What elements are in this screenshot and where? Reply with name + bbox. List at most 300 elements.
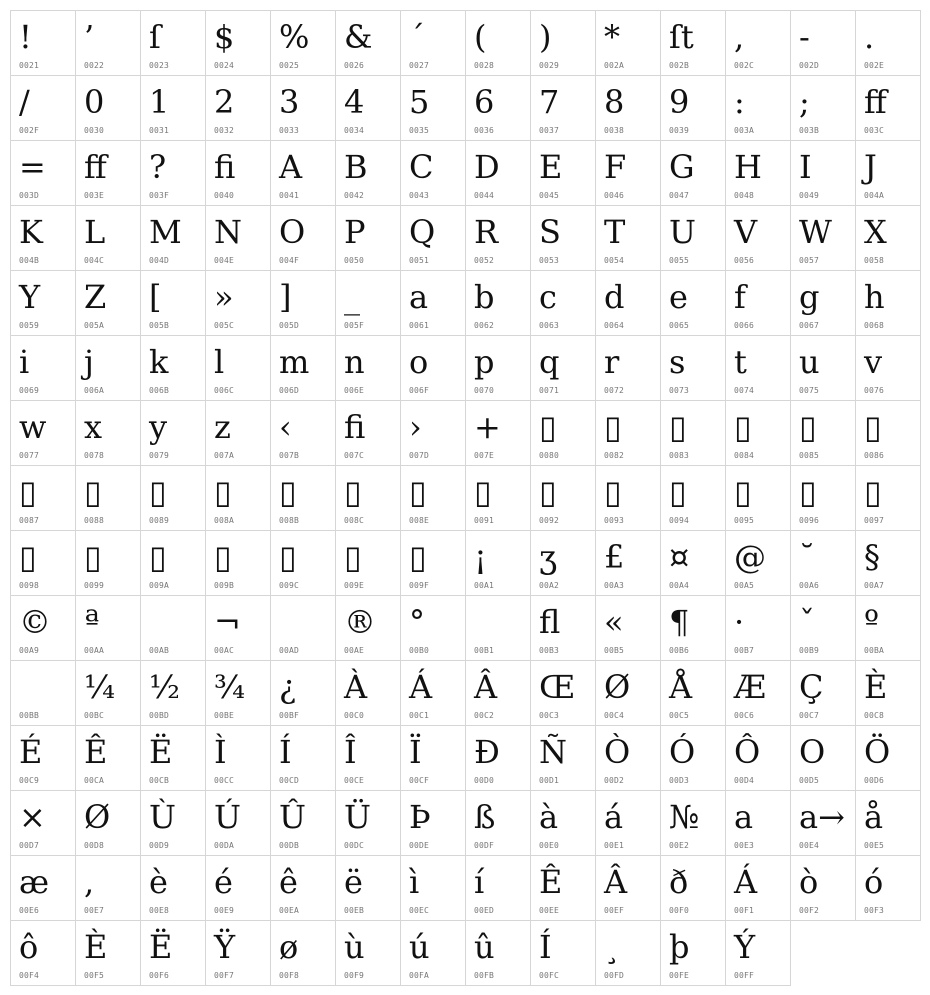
glyph-code-label: 0062 bbox=[474, 321, 495, 330]
glyph-character: ʒ bbox=[539, 538, 558, 576]
glyph-character: J bbox=[864, 148, 877, 186]
glyph-cell bbox=[465, 400, 531, 466]
glyph-cell bbox=[400, 920, 466, 986]
glyph-character: ▯ bbox=[864, 473, 882, 511]
glyph-code-label: 009E bbox=[344, 581, 365, 590]
glyph-cell bbox=[530, 400, 596, 466]
glyph-cell bbox=[205, 790, 271, 856]
glyph-character: ▯ bbox=[669, 408, 687, 446]
glyph-character: ¿ bbox=[279, 668, 297, 706]
glyph-character: ´ bbox=[409, 18, 425, 56]
glyph-cell bbox=[790, 855, 856, 921]
glyph-cell bbox=[660, 335, 726, 401]
glyph-code-label: 0031 bbox=[149, 126, 170, 135]
glyph-character: o bbox=[409, 343, 429, 381]
glyph-character: H bbox=[734, 148, 762, 186]
glyph-character: » bbox=[214, 278, 234, 316]
glyph-cell bbox=[660, 855, 726, 921]
glyph-character: Ñ bbox=[539, 733, 567, 771]
glyph-code-label: 008A bbox=[214, 516, 235, 525]
glyph-cell bbox=[400, 465, 466, 531]
glyph-character: Æ bbox=[734, 668, 767, 706]
glyph-character: Ë bbox=[149, 733, 173, 771]
glyph-code-label: 004E bbox=[214, 256, 235, 265]
glyph-cell bbox=[725, 270, 791, 336]
glyph-code-label: 00E2 bbox=[669, 841, 690, 850]
glyph-character: fl bbox=[539, 603, 561, 641]
glyph-cell bbox=[10, 790, 76, 856]
glyph-character: © bbox=[19, 603, 51, 641]
glyph-code-label: 00FC bbox=[539, 971, 560, 980]
glyph-code-label: 0028 bbox=[474, 61, 495, 70]
glyph-character: ¾ bbox=[214, 668, 246, 706]
glyph-character: è bbox=[149, 863, 168, 901]
glyph-character: ▯ bbox=[539, 473, 557, 511]
glyph-character: Ó bbox=[669, 733, 696, 771]
glyph-cell bbox=[660, 75, 726, 141]
glyph-code-label: 00C0 bbox=[344, 711, 365, 720]
glyph-character: t bbox=[734, 343, 747, 381]
glyph-code-label: 0088 bbox=[84, 516, 105, 525]
glyph-code-label: 0079 bbox=[149, 451, 170, 460]
glyph-cell bbox=[335, 10, 401, 76]
glyph-code-label: 003D bbox=[19, 191, 40, 200]
glyph-character: N bbox=[214, 213, 242, 251]
glyph-code-label: 00B1 bbox=[474, 646, 495, 655]
glyph-code-label: 00E6 bbox=[19, 906, 40, 915]
glyph-cell bbox=[335, 855, 401, 921]
glyph-code-label: 00E0 bbox=[539, 841, 560, 850]
glyph-cell bbox=[400, 270, 466, 336]
glyph-character: Ê bbox=[84, 733, 108, 771]
glyph-cell bbox=[660, 10, 726, 76]
glyph-code-label: 0061 bbox=[409, 321, 430, 330]
glyph-cell bbox=[530, 75, 596, 141]
glyph-cell bbox=[75, 270, 141, 336]
glyph-cell bbox=[75, 790, 141, 856]
glyph-code-label: 002B bbox=[669, 61, 690, 70]
glyph-cell bbox=[75, 920, 141, 986]
glyph-character: O bbox=[279, 213, 306, 251]
glyph-cell bbox=[400, 595, 466, 661]
glyph-character: K bbox=[19, 213, 43, 251]
glyph-code-label: 006C bbox=[214, 386, 235, 395]
glyph-cell bbox=[10, 10, 76, 76]
glyph-cell bbox=[465, 855, 531, 921]
glyph-cell bbox=[790, 10, 856, 76]
glyph-cell bbox=[465, 75, 531, 141]
glyph-cell bbox=[530, 335, 596, 401]
glyph-character: p bbox=[474, 343, 495, 381]
glyph-character: U bbox=[669, 213, 696, 251]
glyph-character: E bbox=[539, 148, 563, 186]
glyph-code-label: 009F bbox=[409, 581, 430, 590]
glyph-cell bbox=[140, 270, 206, 336]
glyph-code-label: 00FE bbox=[669, 971, 690, 980]
glyph-character: é bbox=[214, 863, 233, 901]
glyph-character: Â bbox=[604, 863, 628, 901]
glyph-cell bbox=[75, 660, 141, 726]
glyph-cell bbox=[725, 790, 791, 856]
glyph-cell bbox=[75, 725, 141, 791]
glyph-character: G bbox=[669, 148, 695, 186]
glyph-character: . bbox=[864, 18, 875, 56]
glyph-character: v bbox=[864, 343, 883, 381]
glyph-code-label: 0063 bbox=[539, 321, 560, 330]
glyph-code-label: 00F7 bbox=[214, 971, 235, 980]
glyph-code-label: 0043 bbox=[409, 191, 430, 200]
glyph-cell bbox=[75, 10, 141, 76]
glyph-cell bbox=[270, 660, 336, 726]
glyph-cell bbox=[660, 725, 726, 791]
glyph-character: a bbox=[409, 278, 429, 316]
glyph-code-label: 0077 bbox=[19, 451, 40, 460]
glyph-character: ¸ bbox=[604, 928, 620, 966]
glyph-code-label: 00E3 bbox=[734, 841, 755, 850]
glyph-character: 4 bbox=[344, 83, 365, 121]
glyph-code-label: 00DF bbox=[474, 841, 495, 850]
glyph-cell bbox=[270, 725, 336, 791]
glyph-cell bbox=[660, 595, 726, 661]
glyph-cell bbox=[855, 270, 921, 336]
glyph-character: ▯ bbox=[19, 473, 37, 511]
glyph-character: a bbox=[734, 798, 754, 836]
glyph-character: ▯ bbox=[214, 473, 232, 511]
glyph-cell bbox=[465, 335, 531, 401]
glyph-character: ë bbox=[344, 863, 363, 901]
glyph-code-label: 0027 bbox=[409, 61, 430, 70]
glyph-character: T bbox=[604, 213, 626, 251]
glyph-code-label: 00C9 bbox=[19, 776, 40, 785]
glyph-code-label: 0074 bbox=[734, 386, 755, 395]
glyph-cell bbox=[530, 920, 596, 986]
glyph-character: Ý bbox=[734, 928, 756, 966]
glyph-character: Î bbox=[344, 733, 357, 771]
glyph-cell bbox=[595, 140, 661, 206]
glyph-character: ▯ bbox=[604, 408, 622, 446]
glyph-cell bbox=[855, 465, 921, 531]
glyph-cell bbox=[595, 75, 661, 141]
glyph-character: ó bbox=[864, 863, 884, 901]
glyph-cell bbox=[725, 660, 791, 726]
glyph-cell bbox=[335, 725, 401, 791]
glyph-code-label: 0059 bbox=[19, 321, 40, 330]
glyph-character: C bbox=[409, 148, 434, 186]
glyph-cell bbox=[660, 140, 726, 206]
glyph-character: Ü bbox=[344, 798, 371, 836]
glyph-code-label: 00ED bbox=[474, 906, 495, 915]
glyph-cell bbox=[465, 595, 531, 661]
glyph-code-label: 0044 bbox=[474, 191, 495, 200]
glyph-code-label: 003B bbox=[799, 126, 820, 135]
glyph-code-label: 007C bbox=[344, 451, 365, 460]
glyph-character: 3 bbox=[279, 83, 300, 121]
glyph-character: z bbox=[214, 408, 231, 446]
glyph-code-label: 0058 bbox=[864, 256, 885, 265]
glyph-cell bbox=[595, 270, 661, 336]
glyph-cell bbox=[530, 660, 596, 726]
glyph-character: ) bbox=[539, 18, 552, 56]
glyph-code-label: 0032 bbox=[214, 126, 235, 135]
glyph-code-label: 0080 bbox=[539, 451, 560, 460]
glyph-character: ò bbox=[799, 863, 819, 901]
glyph-character: s bbox=[669, 343, 686, 381]
glyph-code-label: 00EC bbox=[409, 906, 430, 915]
glyph-cell bbox=[790, 530, 856, 596]
glyph-code-label: 00F8 bbox=[279, 971, 300, 980]
glyph-character: - bbox=[799, 18, 810, 56]
glyph-character: ff bbox=[84, 148, 107, 186]
glyph-character: 5 bbox=[409, 83, 430, 121]
glyph-character: ▯ bbox=[734, 473, 752, 511]
glyph-cell bbox=[400, 660, 466, 726]
glyph-character: c bbox=[539, 278, 557, 316]
glyph-character: á bbox=[604, 798, 624, 836]
glyph-code-label: 0067 bbox=[799, 321, 820, 330]
glyph-cell bbox=[530, 855, 596, 921]
glyph-code-label: 00C5 bbox=[669, 711, 690, 720]
glyph-code-label: 0075 bbox=[799, 386, 820, 395]
glyph-character: ▯ bbox=[149, 473, 167, 511]
glyph-cell bbox=[400, 140, 466, 206]
glyph-character: Ö bbox=[864, 733, 891, 771]
glyph-code-label: 005D bbox=[279, 321, 300, 330]
glyph-code-label: 0065 bbox=[669, 321, 690, 330]
glyph-cell bbox=[725, 465, 791, 531]
glyph-code-label: 0039 bbox=[669, 126, 690, 135]
glyph-cell bbox=[140, 855, 206, 921]
glyph-character: q bbox=[539, 343, 560, 381]
glyph-cell bbox=[400, 205, 466, 271]
glyph-code-label: 00DC bbox=[344, 841, 365, 850]
glyph-code-label: 0070 bbox=[474, 386, 495, 395]
glyph-code-label: 0068 bbox=[864, 321, 885, 330]
glyph-character: * bbox=[604, 18, 620, 56]
glyph-code-label: 00E9 bbox=[214, 906, 235, 915]
glyph-cell bbox=[465, 140, 531, 206]
glyph-code-label: 004F bbox=[279, 256, 300, 265]
glyph-code-label: 0086 bbox=[864, 451, 885, 460]
glyph-code-label: 0078 bbox=[84, 451, 105, 460]
glyph-code-label: 00C7 bbox=[799, 711, 820, 720]
glyph-character: h bbox=[864, 278, 885, 316]
glyph-code-label: 00D7 bbox=[19, 841, 40, 850]
glyph-character: n bbox=[344, 343, 365, 381]
glyph-code-label: 005A bbox=[84, 321, 105, 330]
glyph-character: ▯ bbox=[409, 473, 427, 511]
glyph-code-label: 00F1 bbox=[734, 906, 755, 915]
glyph-character: º bbox=[864, 603, 880, 641]
glyph-character: ‹ bbox=[279, 408, 292, 446]
glyph-code-label: 0091 bbox=[474, 516, 495, 525]
glyph-code-label: 0049 bbox=[799, 191, 820, 200]
glyph-character: Ô bbox=[734, 733, 761, 771]
glyph-cell bbox=[335, 465, 401, 531]
glyph-code-label: 009A bbox=[149, 581, 170, 590]
glyph-cell bbox=[270, 465, 336, 531]
glyph-cell bbox=[335, 660, 401, 726]
glyph-cell bbox=[140, 465, 206, 531]
glyph-cell bbox=[270, 335, 336, 401]
glyph-character: Ÿ bbox=[214, 928, 236, 966]
glyph-code-label: 0057 bbox=[799, 256, 820, 265]
glyph-character: / bbox=[19, 83, 30, 121]
glyph-code-label: 0053 bbox=[539, 256, 560, 265]
glyph-code-label: 0045 bbox=[539, 191, 560, 200]
glyph-cell bbox=[725, 75, 791, 141]
glyph-cell bbox=[270, 920, 336, 986]
glyph-code-label: 00CB bbox=[149, 776, 170, 785]
glyph-code-label: 0041 bbox=[279, 191, 300, 200]
glyph-code-label: 00E4 bbox=[799, 841, 820, 850]
glyph-code-label: 009C bbox=[279, 581, 300, 590]
glyph-cell bbox=[270, 790, 336, 856]
glyph-cell bbox=[400, 10, 466, 76]
glyph-character: ê bbox=[279, 863, 298, 901]
glyph-cell bbox=[10, 270, 76, 336]
glyph-code-label: 007D bbox=[409, 451, 430, 460]
glyph-code-label: 00C8 bbox=[864, 711, 885, 720]
glyph-code-label: 00CE bbox=[344, 776, 365, 785]
glyph-code-label: 00BC bbox=[84, 711, 105, 720]
glyph-character: ú bbox=[409, 928, 430, 966]
glyph-character: O bbox=[799, 733, 826, 771]
glyph-cell bbox=[725, 595, 791, 661]
glyph-code-label: 00CF bbox=[409, 776, 430, 785]
glyph-code-label: 0037 bbox=[539, 126, 560, 135]
glyph-character: A bbox=[279, 148, 303, 186]
glyph-cell bbox=[10, 855, 76, 921]
glyph-character: ù bbox=[344, 928, 365, 966]
glyph-character: l bbox=[214, 343, 225, 381]
glyph-code-label: 0036 bbox=[474, 126, 495, 135]
glyph-character: : bbox=[734, 83, 745, 121]
glyph-code-label: 002C bbox=[734, 61, 755, 70]
glyph-cell bbox=[855, 530, 921, 596]
glyph-character: B bbox=[344, 148, 368, 186]
glyph-code-label: 0026 bbox=[344, 61, 365, 70]
glyph-cell bbox=[855, 335, 921, 401]
glyph-code-label: 0054 bbox=[604, 256, 625, 265]
glyph-cell bbox=[10, 205, 76, 271]
glyph-character: ▯ bbox=[344, 538, 362, 576]
glyph-character: @ bbox=[734, 538, 766, 576]
glyph-character: k bbox=[149, 343, 169, 381]
glyph-character: À bbox=[344, 668, 368, 706]
glyph-character: Ê bbox=[539, 863, 563, 901]
glyph-character: Á bbox=[734, 863, 758, 901]
glyph-character: f bbox=[734, 278, 746, 316]
glyph-code-label: 00A6 bbox=[799, 581, 820, 590]
glyph-code-label: 00A9 bbox=[19, 646, 40, 655]
glyph-code-label: 00AB bbox=[149, 646, 170, 655]
glyph-cell bbox=[725, 140, 791, 206]
glyph-grid bbox=[10, 10, 920, 985]
glyph-cell bbox=[205, 75, 271, 141]
glyph-cell bbox=[205, 270, 271, 336]
glyph-code-label: 00FF bbox=[734, 971, 755, 980]
glyph-cell bbox=[205, 855, 271, 921]
glyph-character: = bbox=[19, 148, 46, 186]
glyph-code-label: 00BB bbox=[19, 711, 40, 720]
glyph-cell bbox=[725, 10, 791, 76]
glyph-code-label: 006F bbox=[409, 386, 430, 395]
glyph-cell bbox=[10, 75, 76, 141]
glyph-character: ▯ bbox=[799, 473, 817, 511]
glyph-character: Å bbox=[669, 668, 693, 706]
glyph-character: % bbox=[279, 18, 310, 56]
glyph-code-label: 0046 bbox=[604, 191, 625, 200]
glyph-code-label: 0025 bbox=[279, 61, 300, 70]
glyph-character: W bbox=[799, 213, 832, 251]
glyph-code-label: 00D6 bbox=[864, 776, 885, 785]
glyph-code-label: 0092 bbox=[539, 516, 560, 525]
glyph-character: Í bbox=[539, 928, 552, 966]
glyph-code-label: 0085 bbox=[799, 451, 820, 460]
glyph-character: ð bbox=[669, 863, 689, 901]
glyph-cell bbox=[400, 790, 466, 856]
glyph-cell bbox=[75, 75, 141, 141]
glyph-cell bbox=[855, 790, 921, 856]
glyph-character: Þ bbox=[409, 798, 431, 836]
glyph-cell bbox=[790, 595, 856, 661]
glyph-character: Ø bbox=[84, 798, 111, 836]
glyph-character: ® bbox=[344, 603, 376, 641]
glyph-code-label: 0033 bbox=[279, 126, 300, 135]
glyph-cell bbox=[10, 140, 76, 206]
glyph-character: M bbox=[149, 213, 182, 251]
glyph-character: ▯ bbox=[344, 473, 362, 511]
glyph-code-label: 00E8 bbox=[149, 906, 170, 915]
glyph-character: Y bbox=[19, 278, 41, 316]
glyph-cell bbox=[270, 75, 336, 141]
glyph-code-label: 0089 bbox=[149, 516, 170, 525]
glyph-code-label: 0096 bbox=[799, 516, 820, 525]
glyph-cell bbox=[270, 595, 336, 661]
glyph-code-label: 007E bbox=[474, 451, 495, 460]
glyph-code-label: 006B bbox=[149, 386, 170, 395]
glyph-character: 6 bbox=[474, 83, 495, 121]
glyph-cell bbox=[335, 140, 401, 206]
glyph-character: 0 bbox=[84, 83, 105, 121]
glyph-cell bbox=[855, 855, 921, 921]
glyph-code-label: 004D bbox=[149, 256, 170, 265]
glyph-cell bbox=[595, 205, 661, 271]
glyph-cell bbox=[595, 595, 661, 661]
glyph-cell bbox=[205, 530, 271, 596]
glyph-character: + bbox=[474, 408, 501, 446]
glyph-cell bbox=[595, 790, 661, 856]
glyph-character: & bbox=[344, 18, 373, 56]
glyph-cell bbox=[595, 400, 661, 466]
glyph-cell bbox=[465, 270, 531, 336]
glyph-cell bbox=[140, 10, 206, 76]
glyph-cell bbox=[595, 465, 661, 531]
glyph-character: 7 bbox=[539, 83, 560, 121]
glyph-cell bbox=[270, 140, 336, 206]
glyph-cell bbox=[140, 530, 206, 596]
glyph-character: § bbox=[864, 538, 880, 576]
glyph-code-label: 00DA bbox=[214, 841, 235, 850]
glyph-code-label: 004C bbox=[84, 256, 105, 265]
glyph-character: Ò bbox=[604, 733, 631, 771]
glyph-code-label: 005C bbox=[214, 321, 235, 330]
glyph-cell bbox=[465, 205, 531, 271]
glyph-character: a→ bbox=[799, 798, 845, 836]
glyph-character: ø bbox=[279, 928, 299, 966]
glyph-code-label: 00EF bbox=[604, 906, 625, 915]
glyph-code-label: 0095 bbox=[734, 516, 755, 525]
